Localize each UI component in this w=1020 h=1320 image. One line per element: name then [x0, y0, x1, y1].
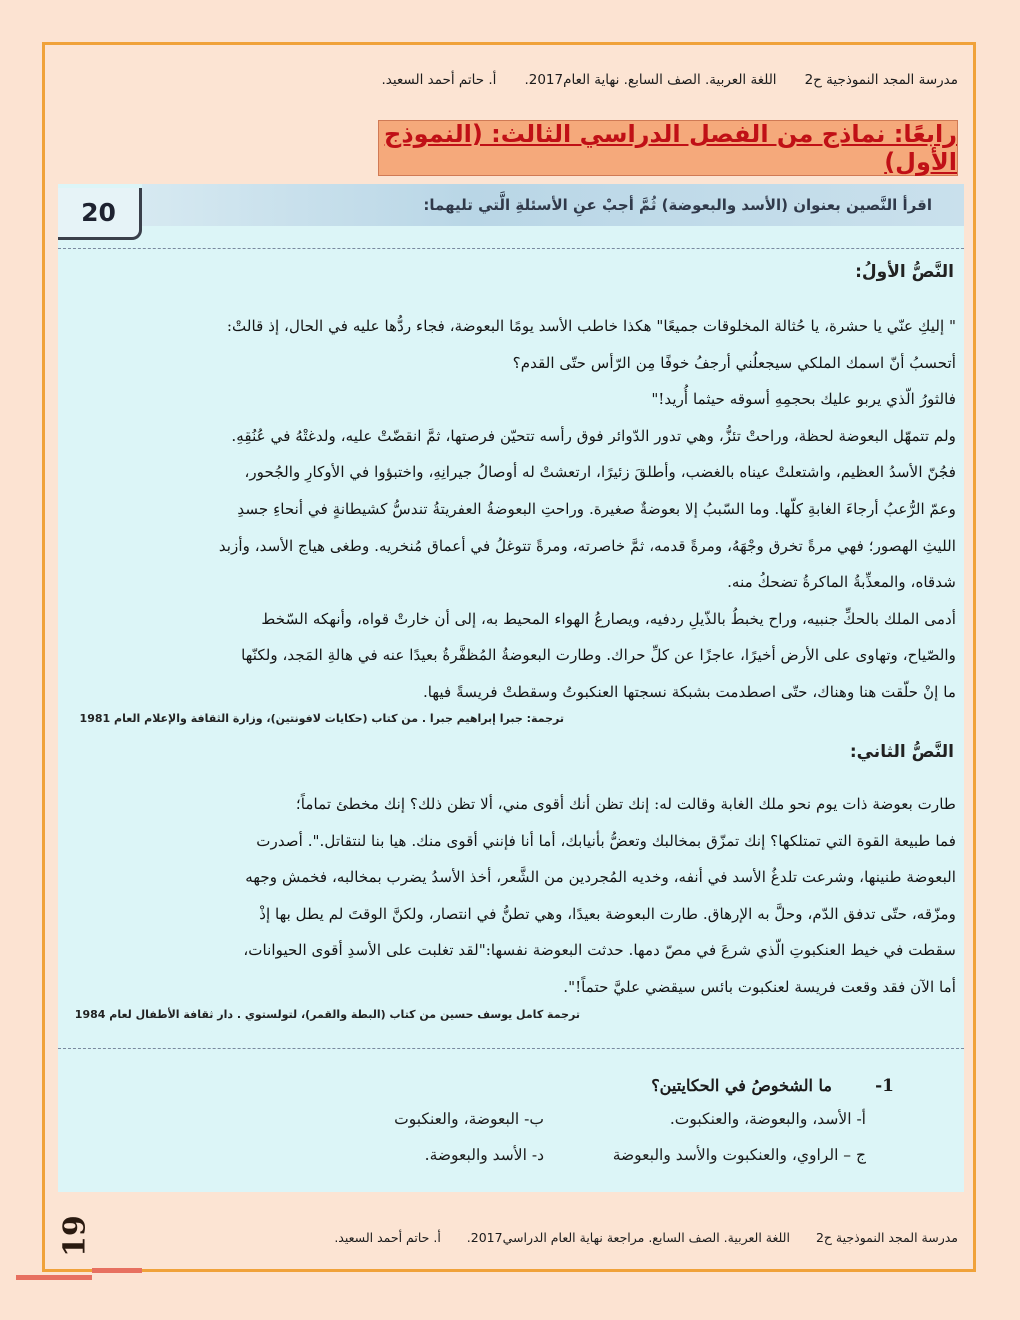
question-1 — [58, 1076, 964, 1186]
option-c[interactable]: ج – الراوي، والعنكبوت والأسد والبعوضة — [612, 1146, 866, 1164]
worksheet-page-number: 20 — [58, 188, 142, 240]
page-footer — [312, 1230, 958, 1245]
text1-line: ما إنْ حلّقت هنا وهناك، حتّى اصطدمت بشبكة نسجتها العنكبوتُ وسقطتْ فريسةً فيها. — [422, 682, 956, 701]
page-number: 19 — [57, 1215, 93, 1257]
text2-heading: النَّصُّ الثاني: — [849, 742, 954, 762]
text1-line: فجُنّ الأسدُ العظيم، واشتعلتْ عيناه بالغضب، وأطلقَ زئيرًا، ارتعشتْ له أوصالُ جيرانِهِ، واختبؤوا في الأوكارِ والجُحور، — [244, 463, 956, 482]
text1-heading: النَّصُّ الأولُ: — [855, 262, 954, 282]
text2-line: أما الآن فقد وقعت فريسة لعنكبوت بائس سيقضي عليَّ حتماً!". — [563, 977, 956, 996]
option-b[interactable]: ب- البعوضة، والعنكبوت — [394, 1110, 544, 1128]
instruction-banner — [142, 184, 964, 226]
option-d[interactable]: د- الأسد والبعوضة. — [424, 1146, 544, 1164]
footer-subject: اللغة العربية. الصف السابع. مراجعة نهاية العام الدراسي2017. — [466, 1230, 790, 1245]
text1-body — [64, 308, 956, 711]
text2-line: طارت بعوضة ذات يوم نحو ملك الغابة وقالت له: إنك تظن أنك أقوى مني، ألا تظن ذلك؟ إنك مخطئ تماماً؛ — [295, 795, 956, 813]
text1-line: الليثِ الهصور؛ فهي مرةً تخرق وجْهَهُ، ومرةً قدمه، ثمَّ خاصرته، ومرةً تتوغلُ في أعماق مُنخريه. وطغى هياج الأسد، وأزبد — [218, 536, 956, 555]
text1-line: " إليكِ عنّي يا حشرة، يا حُثالة المخلوقات جميعًا" هكذا خاطب الأسد يومًا البعوضة، فجاء ردُّها عليه في الحال، إذ قالتْ: — [226, 317, 956, 335]
text1-line: شدقاه، والمعذِّبةُ الماكرةُ تضحكُ منه. — [727, 573, 956, 592]
question-number: 1- — [875, 1076, 894, 1096]
section-title: رابعًا: نماذج من الفصل الدراسي الثالث: (النموذج الأول) — [378, 120, 958, 176]
question-text: ما الشخوصُ في الحكايتين؟ — [651, 1076, 832, 1095]
footer-school: مدرسة المجد النموذجية ح2 — [815, 1230, 958, 1245]
text1-line: أتحسبُ أنّ اسمك الملكي سيجعلُني أرجفُ خوفًا مِن الرّأس حتّى القدم؟ — [512, 353, 956, 372]
text1-line: وعمّ الرُّعبُ أرجاءَ الغابةِ كلّها. وما السّببُ إلا بعوضةٌ صغيرة. وراحتِ البعوضةُ العفريتةُ تندسُّ كشيطانةٍ في أنحاءِ جسدِ — [237, 499, 956, 518]
header-school: مدرسة المجد النموذجية ح2 — [804, 72, 958, 88]
text2-line: البعوضة طنينها، وشرعت تلدغُ الأسد في أنفه، وخديه المُجردين من الشَّعر، أخذ الأسدُ يضرب بمخالبه، فخمش وجهه — [245, 868, 956, 887]
option-a[interactable]: أ- الأسد، والبعوضة، والعنكبوت. — [669, 1110, 866, 1128]
header-teacher: أ. حاتم أحمد السعيد. — [381, 72, 497, 88]
instruction-text: اقرأ النَّصين بعنوان (الأسد والبعوضة) ثُمَّ أجبْ عنِ الأسئلةِ الَّتي تليهما: — [423, 196, 932, 214]
footer-teacher: أ. حاتم أحمد السعيد. — [334, 1230, 441, 1245]
divider-bottom — [58, 1048, 964, 1049]
text1-line: والصّياح، وتهاوى على الأرض أخيرًا، عاجزًا عن كلِّ حراك. وطارت البعوضةُ المُظفَّرةُ بعيدًا عنه في هالةِ المَجد، ولكنّها — [241, 646, 956, 665]
text2-body — [64, 786, 956, 1006]
text1-credit: ترجمة: جبرا إبراهيم جبرا . من كتاب (حكايات لافونتين)، وزارة الثقافة والإعلام العام 1981 — [79, 712, 564, 725]
page-header — [60, 72, 958, 96]
text1-line: فالثورُ الّذي يربو عليك بحجمِهِ أسوقه حيثما أُريد!" — [651, 390, 956, 409]
divider-top — [58, 248, 964, 249]
worksheet-scan — [58, 184, 964, 1192]
footer-accent-bar — [16, 1275, 92, 1280]
text2-line: سقطت في خيط العنكبوتِ الّذي شرعَ في مصّ دمها. حدثت البعوضة نفسها:"لقد تغلبت على الأسدِ أقوى الحيوانات، — [243, 941, 956, 960]
text2-line: فما طبيعة القوة التي تمتلكها؟ إنك تمزّق بمخالبك وتعضُّ بأنيابك، أما أنا فإنني أقوى منك. هيا بنا لنتقاتل.". أصدرت — [256, 831, 956, 850]
header-subject: اللغة العربية. الصف السابع. نهاية العام2017. — [524, 72, 777, 88]
text2-line: ومزّقه، حتّى تدفق الدّم، وحلَّ به الإرهاق. طارت البعوضة بعيدًا، وهي تطنُّ في انتصار، ولكنَّ الوقتَ لم يطل بها إذْ — [259, 904, 956, 923]
footer-accent-bar-secondary — [92, 1268, 142, 1273]
text1-line: ولم تتمهّل البعوضة لحظة، وراحتْ تئزُّ، وهي تدور الدّوائر فوق رأسه تتحيّن فرصتها، ثمَّ انقضّتْ عليه، ولدغتْهُ في عُنُقِهِ. — [231, 426, 956, 445]
text2-credit: ترجمة كامل يوسف حسين من كتاب (البطة والقمر)، لتولستوي . دار ثقافة الأطفال لعام 1984 — [74, 1008, 580, 1021]
text1-line: أدمى الملك بالحكِّ جنبيه، وراح يخبطُ بالذّيلِ ردفيه، ويصارعُ الهواء المحيط به، إلى أن خارتْ قواه، وأنهكه السّخط — [261, 609, 956, 628]
